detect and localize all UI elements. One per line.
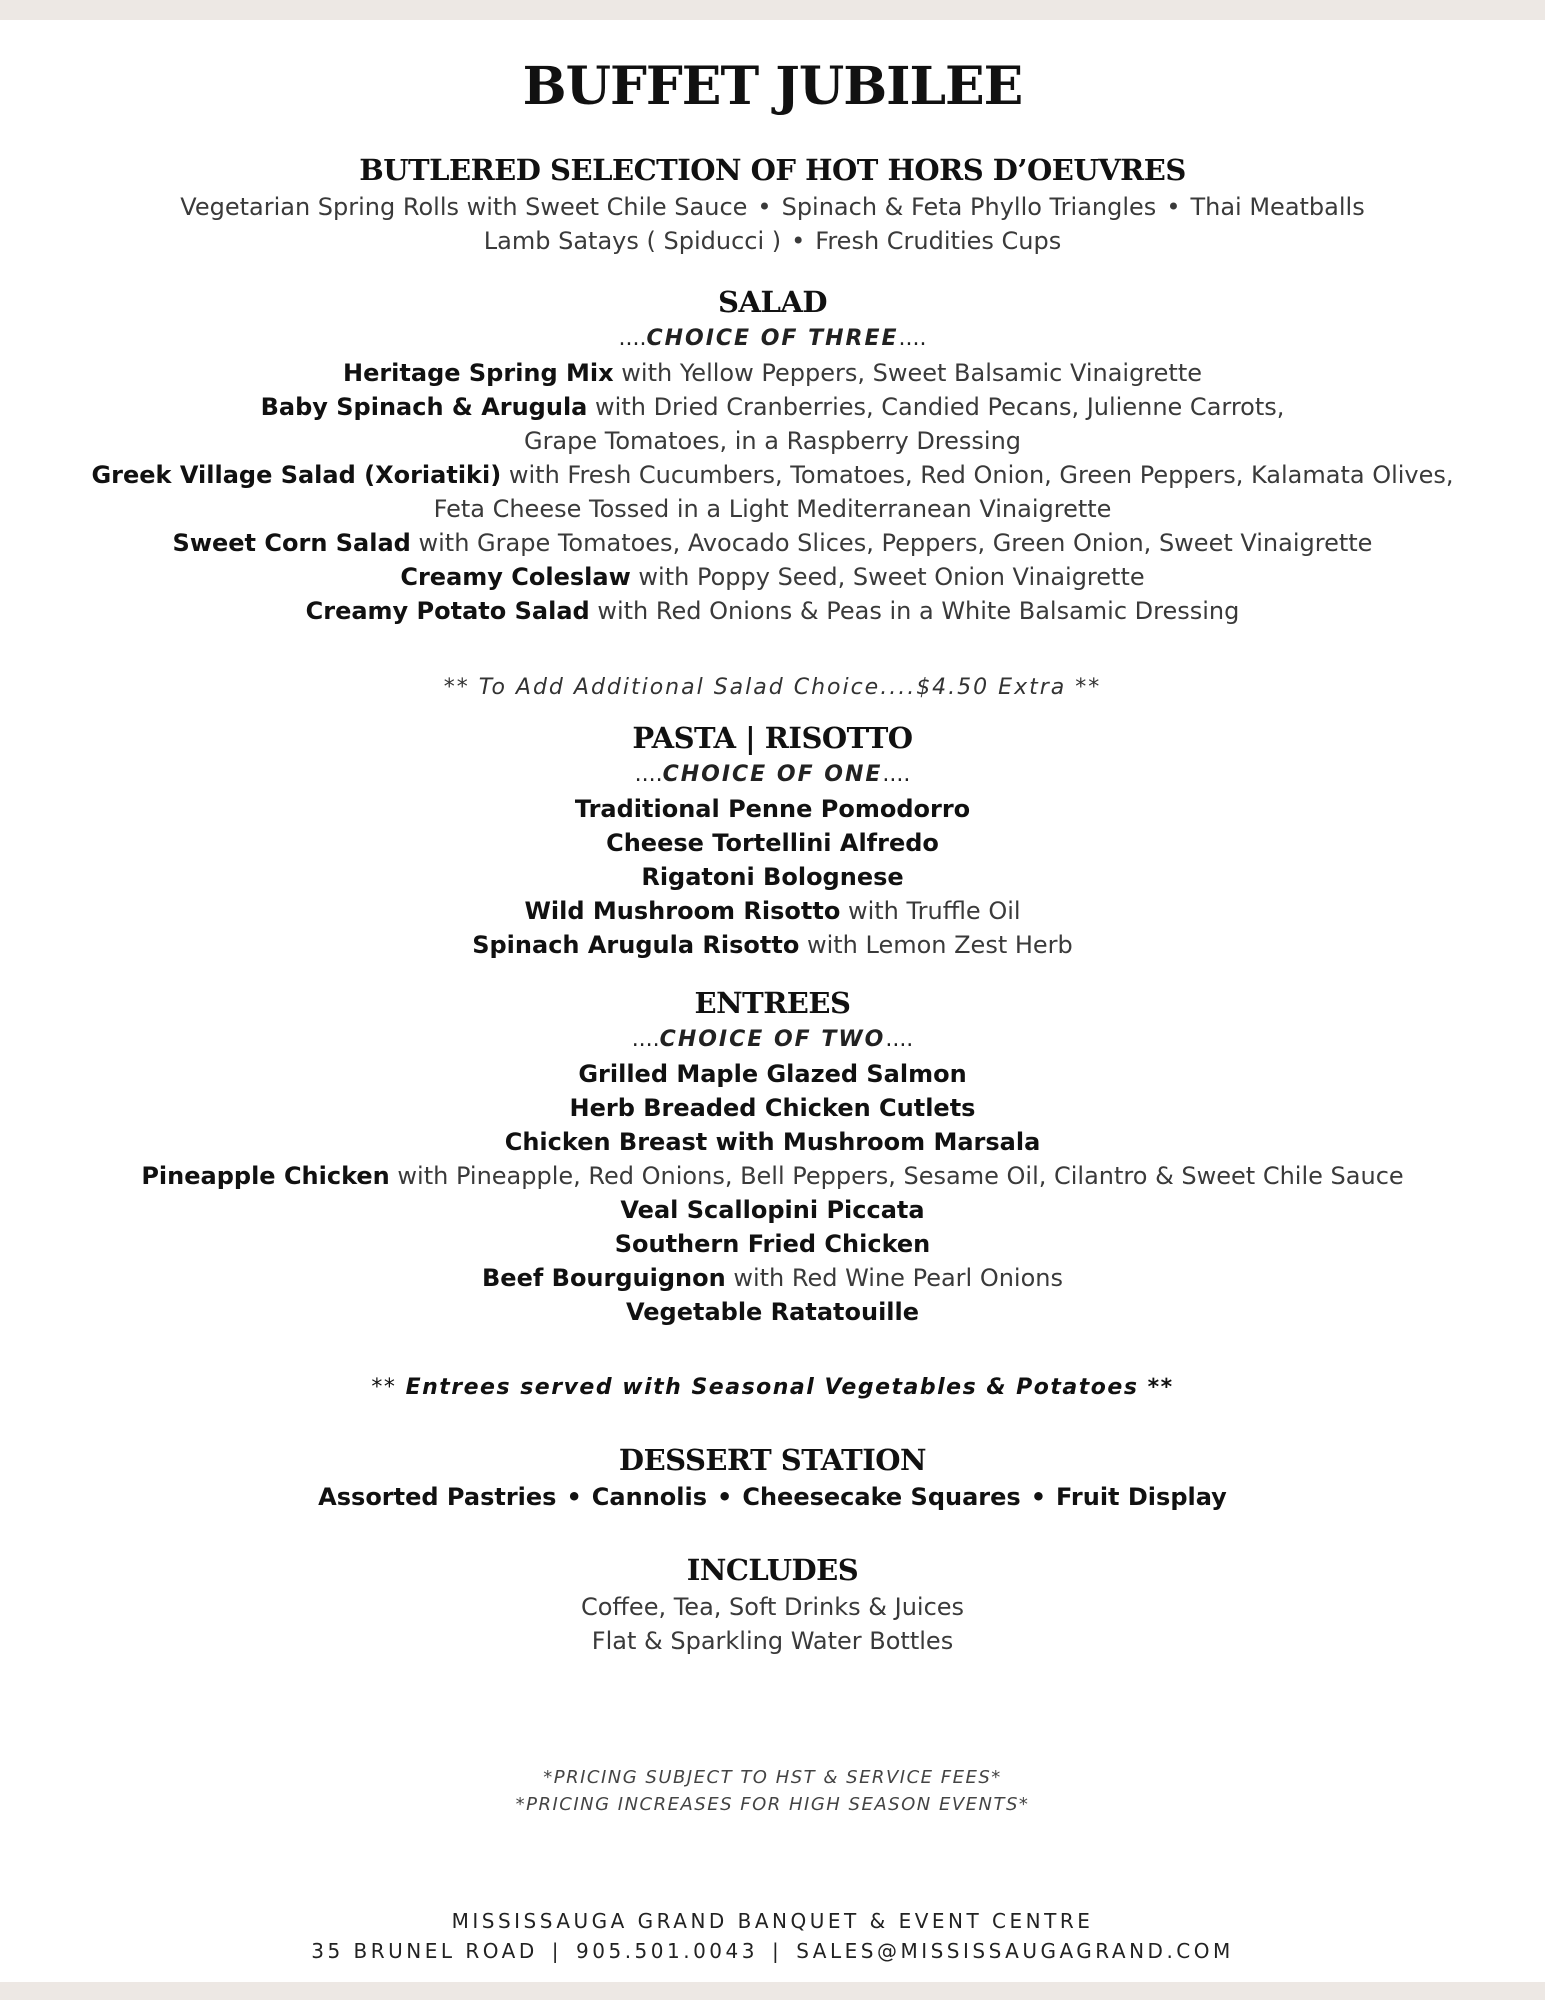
bullet: •: [1166, 193, 1181, 221]
hors-line-1: [0, 190, 1545, 224]
menu-page: [0, 20, 1545, 1982]
entrees-note: ** Entrees served with Seasonal Vegetables & Potatoes **: [371, 1375, 1174, 1400]
salad-heading: SALAD: [718, 285, 827, 319]
list-item: Flat & Sparkling Water Bottles: [591, 1627, 954, 1655]
list-item: Greek Village Salad (Xoriatiki) with Fresh Cucumbers, Tomatoes, Red Onion, Green Peppers, Kalamata Olives,: [91, 461, 1454, 489]
list-item: Grilled Maple Glazed Salmon: [578, 1060, 967, 1088]
bullet: •: [566, 1483, 582, 1511]
list-item: Chicken Breast with Mushroom Marsala: [504, 1128, 1041, 1156]
bullet: •: [1030, 1483, 1047, 1511]
footer: [0, 1906, 1545, 1966]
list-item: Sweet Corn Salad with Grape Tomatoes, Avocado Slices, Peppers, Green Onion, Sweet Vinaigrette: [172, 529, 1373, 557]
pricing-line: *PRICING SUBJECT TO HST & SERVICE FEES*: [543, 1767, 1002, 1788]
address: 35 BRUNEL ROAD: [311, 1939, 538, 1963]
list-item: Fruit Display: [1056, 1483, 1227, 1511]
list-item: Coffee, Tea, Soft Drinks & Juices: [580, 1593, 965, 1621]
list-item: Spinach Arugula Risotto with Lemon Zest Herb: [472, 931, 1073, 959]
list-item: Creamy Coleslaw with Poppy Seed, Sweet Onion Vinaigrette: [400, 563, 1145, 591]
list-item: Fresh Crudities Cups: [815, 227, 1062, 255]
list-item: Beef Bourguignon with Red Wine Pearl Onions: [482, 1264, 1063, 1292]
pasta-heading: PASTA | RISOTTO: [632, 721, 913, 755]
list-item: Heritage Spring Mix with Yellow Peppers, Sweet Balsamic Vinaigrette: [342, 359, 1203, 387]
venue-name: MISSISSAUGA GRAND BANQUET & EVENT CENTRE: [451, 1909, 1094, 1933]
dessert-section: [0, 1440, 1545, 1514]
list-item: Assorted Pastries: [318, 1483, 557, 1511]
email: SALES@MISSISSAUGAGRAND.COM: [796, 1939, 1234, 1963]
contact-line: 35 BRUNEL ROAD | 905.501.0043 | SALES@MISSISSAUGAGRAND.COM: [311, 1939, 1234, 1963]
list-item: Cheese Tortellini Alfredo: [606, 829, 939, 857]
list-item: Creamy Potato Salad with Red Onions & Peas in a White Balsamic Dressing: [305, 597, 1240, 625]
dessert-heading: DESSERT STATION: [618, 1443, 927, 1477]
entrees-heading: ENTREES: [694, 986, 851, 1020]
salad-section: [0, 282, 1545, 628]
pricing-notes: [0, 1764, 1545, 1818]
list-item: Pineapple Chicken with Pineapple, Red Onions, Bell Peppers, Sesame Oil, Cilantro & Sweet Chile Sauce: [141, 1162, 1404, 1190]
list-item: Baby Spinach & Arugula with Dried Cranberries, Candied Pecans, Julienne Carrots,: [260, 393, 1285, 421]
phone: 905.501.0043: [576, 1939, 758, 1963]
list-item: Lamb Satays ( Spiducci ): [483, 227, 782, 255]
list-item: Cheesecake Squares: [742, 1483, 1021, 1511]
list-item: Thai Meatballs: [1190, 193, 1365, 221]
list-item-continued: Grape Tomatoes, in a Raspberry Dressing: [523, 427, 1022, 455]
list-item: Vegetarian Spring Rolls with Sweet Chile Sauce: [180, 193, 748, 221]
includes-heading: INCLUDES: [686, 1553, 859, 1587]
list-item: Traditional Penne Pomodorro: [574, 795, 971, 823]
list-item: Vegetable Ratatouille: [625, 1298, 920, 1326]
list-item: Veal Scallopini Piccata: [620, 1196, 925, 1224]
salad-note: ** To Add Additional Salad Choice....$4.50 Extra **: [443, 675, 1102, 700]
hors-section: [0, 150, 1545, 258]
salad-choice: ....CHOICE OF THREE....: [618, 326, 927, 351]
list-item: Spinach & Feta Phyllo Triangles: [781, 193, 1157, 221]
list-item: Cannolis: [591, 1483, 708, 1511]
dessert-line: [0, 1480, 1545, 1514]
includes-section: [0, 1550, 1545, 1658]
list-item: Wild Mushroom Risotto with Truffle Oil: [524, 897, 1021, 925]
pasta-section: [0, 718, 1545, 962]
page-title: BUFFET JUBILEE: [522, 56, 1023, 117]
entrees-choice: ....CHOICE OF TWO....: [631, 1027, 914, 1052]
bullet: •: [757, 193, 772, 221]
entrees-section: [0, 983, 1545, 1329]
hors-line-2: [0, 224, 1545, 258]
bullet: •: [717, 1483, 733, 1511]
list-item: Southern Fried Chicken: [614, 1230, 931, 1258]
hors-heading: BUTLERED SELECTION OF HOT HORS D’OEUVRES: [359, 153, 1186, 187]
pricing-line: *PRICING INCREASES FOR HIGH SEASON EVENTS*: [515, 1794, 1030, 1815]
list-item: Rigatoni Bolognese: [641, 863, 904, 891]
list-item: Herb Breaded Chicken Cutlets: [569, 1094, 976, 1122]
bullet: •: [791, 227, 806, 255]
list-item-continued: Feta Cheese Tossed in a Light Mediterranean Vinaigrette: [433, 495, 1112, 523]
pasta-choice: ....CHOICE OF ONE....: [634, 762, 911, 787]
